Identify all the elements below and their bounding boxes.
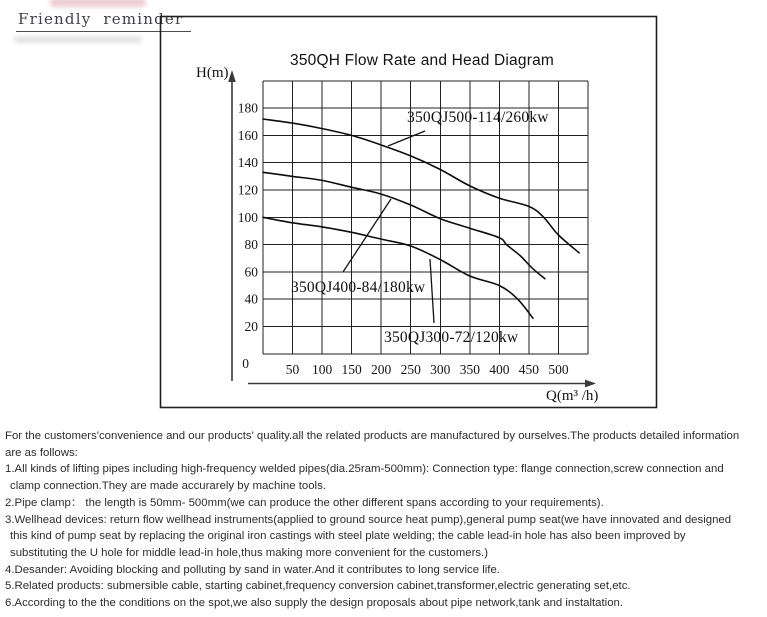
axis-tick-label: 0	[242, 356, 249, 371]
body-line: 4.Desander: Avoiding blocking and polluting by sand in water.And it contributes to long service life.	[5, 563, 500, 576]
axis-tick-label: 100	[311, 362, 333, 377]
body-line: 2.Pipe clamp： the length is 50mm- 500mm(we can produce the other different spans according to your requirements).	[5, 496, 604, 509]
body-line: this kind of pump seat by replacing the original iron castings with steel plate welding; the cable lead-in hole has also been improved by	[10, 530, 686, 543]
body-line: For the customers'convenience and our products' quality.all the related products are manufactured by ourselves.The products detailed information	[5, 430, 740, 442]
axis-tick-label: 60	[244, 264, 258, 280]
axis-tick-label: 500	[548, 362, 569, 377]
curve-label-350qj400: 350QJ400-84/180kw	[291, 279, 426, 296]
x-axis-arrow	[585, 380, 596, 388]
pump-curve	[263, 119, 579, 253]
axis-tick-label: 150	[341, 362, 362, 377]
friendly-reminder-label: Friendly reminder	[16, 8, 191, 32]
axis-tick-label: 200	[371, 362, 392, 377]
y-axis-label: H(m)	[196, 65, 229, 81]
product-info-text	[5, 428, 767, 612]
body-line: 5.Related products: submersible cable, starting cabinet,frequency conversion cabinet,transformer,electric generating set,etc.	[5, 580, 631, 593]
pump-curve	[263, 217, 533, 318]
axis-tick-label: 300	[430, 362, 451, 377]
axis-tick-label: 160	[237, 127, 258, 143]
axis-tick-label: 100	[237, 209, 258, 225]
axis-tick-label: 450	[518, 362, 540, 377]
curve-label-350qj300: 350QJ300-72/120kw	[384, 329, 519, 346]
body-line: are as follows:	[5, 446, 78, 459]
body-line: 6.According to the the conditions on the spot,we also supply the design proposals about pipe network,tank and instaltation.	[5, 597, 624, 610]
axis-tick-label: 140	[237, 155, 258, 171]
axis-tick-label: 50	[285, 362, 300, 377]
label-leader-line	[388, 131, 425, 146]
chart-border	[161, 17, 657, 408]
axis-tick-label: 180	[237, 100, 258, 116]
axis-tick-label: 80	[244, 237, 258, 253]
x-axis-label: Q(m³ /h)	[546, 388, 599, 404]
axis-tick-label: 250	[400, 362, 421, 377]
pump-curve	[263, 172, 545, 278]
axis-tick-label: 40	[244, 291, 258, 307]
body-line: clamp connection.They are made accurarely by machine tools.	[10, 480, 326, 493]
axis-tick-label: 20	[244, 319, 258, 334]
axis-tick-label: 400	[489, 362, 510, 377]
body-line: 3.Wellhead devices: return flow wellhead instruments(applied to ground source heat pump),general pump seat(we have innovated and designed	[5, 513, 732, 526]
body-line: 1.All kinds of lifting pipes including high-frequency welded pipes(dia.25ram-500mm): Connection type: flange connection,screw connection and	[5, 463, 724, 476]
axis-tick-label: 120	[237, 182, 258, 198]
axis-tick-label: 350	[459, 362, 480, 377]
chart-title: 350QH Flow Rate and Head Diagram	[290, 52, 554, 69]
body-line: substituting the U hole for middle lead-in hole,thus making more convenient for the customers.)	[10, 546, 489, 559]
y-axis-arrow	[228, 70, 236, 82]
curve-label-350qj500: 350QJ500-114/260kw	[407, 109, 549, 126]
label-leader-line	[430, 259, 434, 323]
